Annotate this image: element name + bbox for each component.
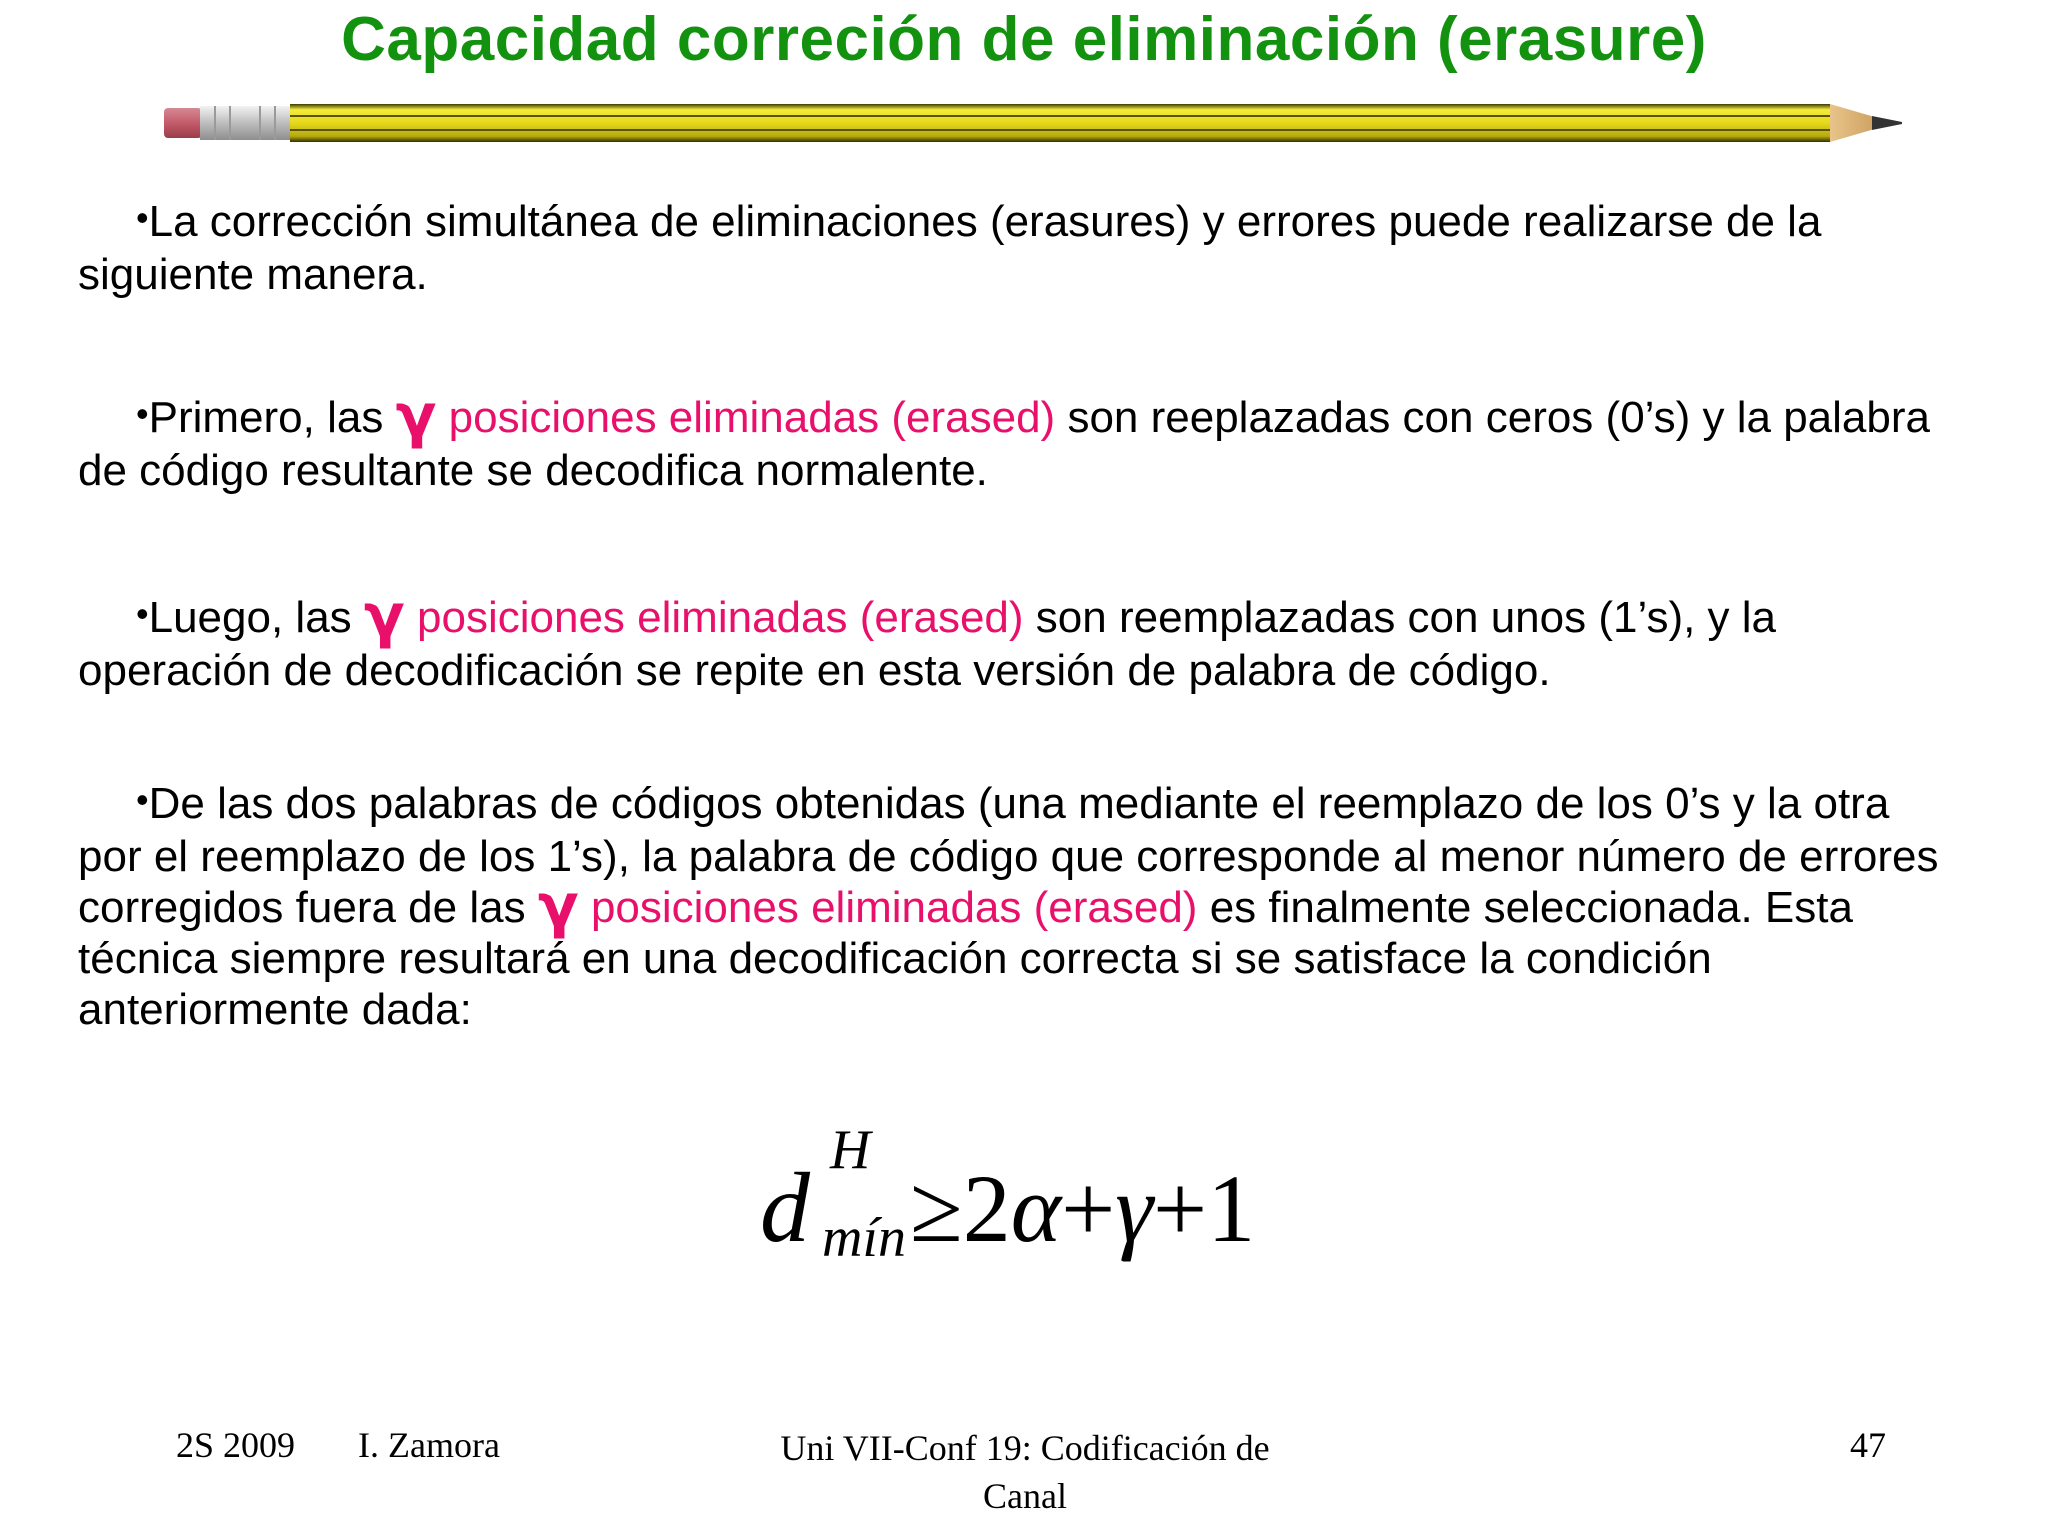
bullet-icon: • bbox=[136, 197, 149, 238]
formula-alpha: α bbox=[1010, 1155, 1062, 1262]
slide-title: Capacidad correción de eliminación (erasure) bbox=[341, 5, 1707, 74]
highlight-text: posiciones eliminadas (erased) bbox=[448, 393, 1056, 442]
hamming-distance-formula bbox=[760, 1119, 1256, 1300]
formula-d: d bbox=[760, 1152, 810, 1263]
formula-subscript: mín bbox=[822, 1207, 906, 1269]
pencil-divider-icon bbox=[160, 100, 1910, 146]
formula-plus: + bbox=[1153, 1155, 1208, 1262]
gamma-symbol: γ bbox=[537, 871, 579, 941]
formula-relation: ≥ bbox=[910, 1155, 963, 1262]
footer-author: I. Zamora bbox=[358, 1425, 500, 1465]
formula-constant: 1 bbox=[1207, 1155, 1256, 1262]
paragraph-4: •De las dos palabras de códigos obtenidas (una mediante el reemplazo de los 0’s y la otra por el reemplazo de los 1’s), la palabra de código que corresponde al menor número de errores corregidos fuera de las γ posiciones eliminadas (erased) es finalmente seleccionada. Esta técnica siempre resultará en una decodificación correcta si se satisface la condición anteriormente dada: bbox=[78, 779, 1939, 1034]
gamma-symbol: γ bbox=[363, 581, 405, 651]
formula-superscript: H bbox=[830, 1119, 871, 1181]
highlight-text: posiciones eliminadas (erased) bbox=[417, 593, 1024, 642]
gamma-symbol: γ bbox=[395, 381, 437, 451]
formula-coefficient: 2 bbox=[962, 1155, 1011, 1262]
paragraph-2: •Primero, las γ posiciones eliminadas (erased) son reeplazadas con ceros (0’s) y la palabra de código resultante se decodifica normalente. bbox=[78, 381, 1930, 495]
footer-date: 2S 2009 bbox=[176, 1425, 296, 1465]
formula-gamma: γ bbox=[1115, 1155, 1154, 1262]
footer-page-number: 47 bbox=[1850, 1425, 1886, 1465]
highlight-text: posiciones eliminadas (erased) bbox=[590, 883, 1198, 932]
bullet-icon: • bbox=[136, 593, 149, 634]
bullet-icon: • bbox=[136, 393, 149, 434]
formula-plus: + bbox=[1061, 1155, 1116, 1262]
paragraph-3: •Luego, las γ posiciones eliminadas (erased) son reemplazadas con unos (1’s), y la operación de decodificación se repite en esta versión de palabra de código. bbox=[78, 581, 1777, 695]
footer-course: Uni VII-Conf 19: Codificación de Canal bbox=[780, 1428, 1270, 1516]
bullet-icon: • bbox=[136, 779, 149, 820]
paragraph-1: •La corrección simultánea de eliminaciones (erasures) y errores puede realizarse de la siguiente manera. bbox=[78, 197, 1822, 299]
